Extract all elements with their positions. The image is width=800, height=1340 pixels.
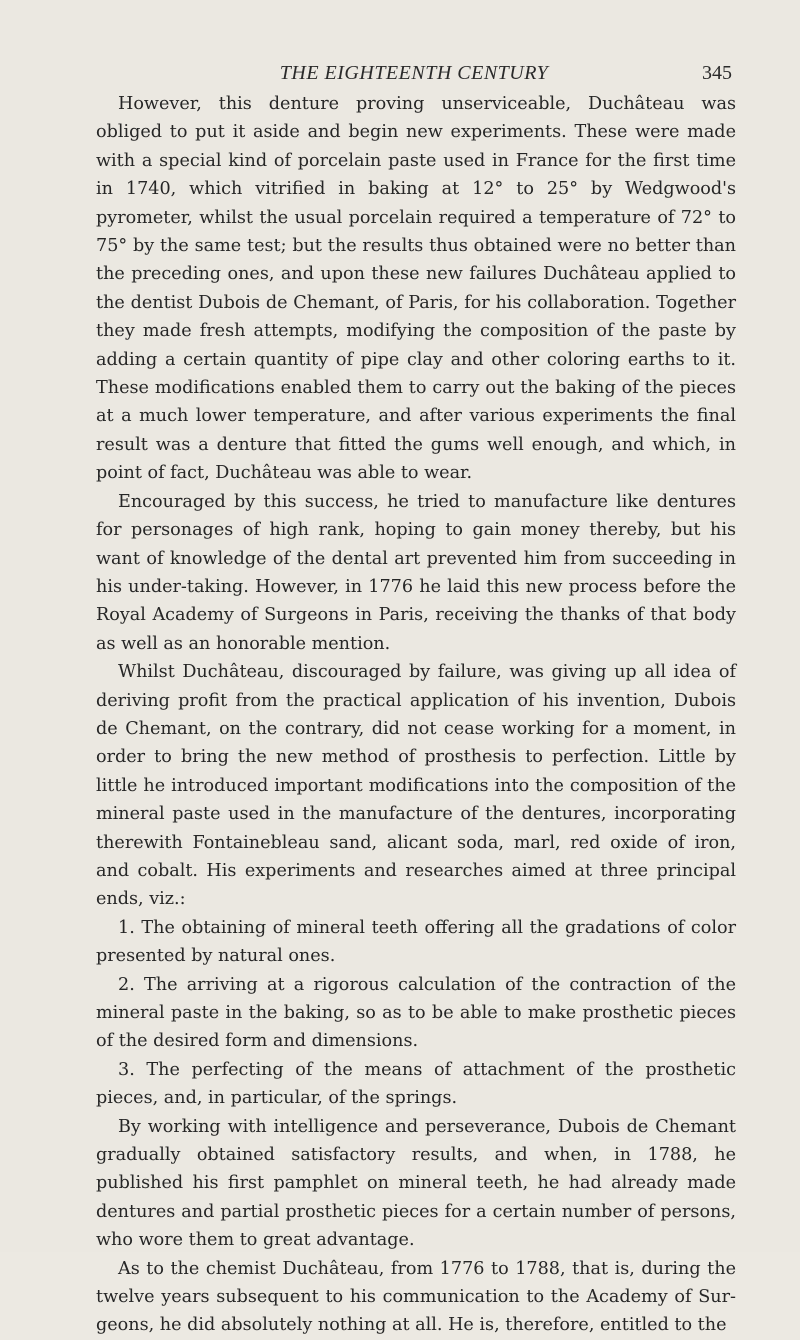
paragraph-whilst-duchateau: Whilst Duchâteau, discouraged by failure, was giving up all idea of deriving profit from the practical application of his invention, Dubois de Chemant, on the contrary, did not cease working for a moment, in order to bring the new method of prosthesis to perfection. Little by little he introduced important modifications into the composition of the mineral paste used in the manufacture of the dentures, incorporating therewith Fontainebleau sand, alicant soda, marl, red oxide of iron, and cobalt. His experiments and researches aimed at three principal ends, viz.: (96, 662, 736, 910)
list-item-2: 2. The arriving at a rigorous calculation of the contraction of the mineral paste in the baking, so as to be able to make prosthetic pieces of the desired form and dimensions. (96, 974, 736, 1052)
paragraph-by-working: By working with intelligence and perseverance, Dubois de Chemant gradually obtained satisfactory results, and when, in 1788, he published his first pamphlet on mineral teeth, he had already made dentures and partial prosthetic pieces for a certain number of persons, who wore them to great advantage. (96, 1116, 736, 1251)
list-item-1: 1. The obtaining of mineral teeth offering all the gradations of color presented by natural ones. (96, 917, 736, 967)
page-number: 345 (702, 62, 732, 84)
paragraph-denture-experiments: However, this denture proving unserviceable, Duchâteau was obliged to put it aside and begin new experiments. These were made with a special kind of porcelain paste used in France for the first time in 1740, which vitrified in baking at 12° to 25° by Wedgwood's pyrometer, whilst the usual porcelain required a temperature of 72° to 75° by the same test; but the results thus obtained were no better than the preceding ones, and upon these new failures Duchâteau applied to the dentist Dubois de Chemant, of Paris, for his collaboration. Together they made fresh attempts, modifying the composition of the paste by adding a certain quantity of pipe clay and other coloring earths to it. These modifications enabled them to carry out the baking of the pieces at a much lower temperature, and after various experiments the final result was a denture that fitted the gums well enough, and which, in point of fact, Duchâteau was able to wear. (96, 94, 736, 484)
running-title: THE EIGHTEENTH CENTURY (279, 62, 549, 84)
running-head (96, 62, 732, 90)
paragraph-encouraged: Encouraged by this success, he tried to manufacture like dentures for personages of high rank, hoping to gain money thereby, but his want of knowledge of the dental art prevented him from succeeding in his under-taking. However, in 1776 he laid this new process before the Royal Academy of Surgeons in Paris, receiving the thanks of that body as well as an honorable mention. (96, 491, 736, 654)
list-item-3: 3. The perfecting of the means of attachment of the prosthetic pieces, and, in particular, of the springs. (96, 1059, 736, 1109)
paragraph-as-to-chemist: As to the chemist Duchâteau, from 1776 to 1788, that is, during the twelve years subsequent to his communication to the Academy of Sur-geons, he did absolutely nothing at all. He is, therefore, entitled to the (96, 1258, 736, 1336)
body-text (96, 90, 736, 1340)
